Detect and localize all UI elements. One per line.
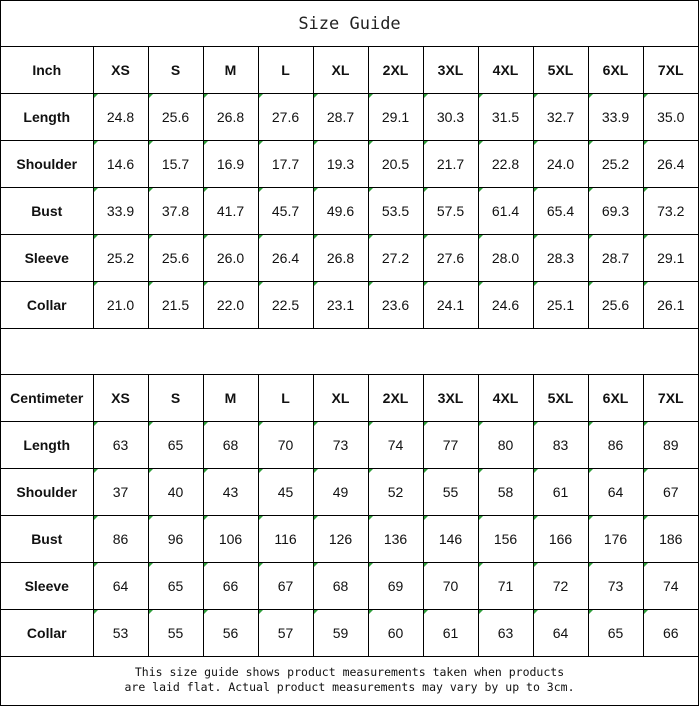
measurement-cell: 28.7 bbox=[313, 94, 368, 141]
measurement-cell: 41.7 bbox=[203, 188, 258, 235]
measurement-cell: 20.5 bbox=[368, 141, 423, 188]
measurement-cell: 70 bbox=[423, 563, 478, 610]
row-label: Sleeve bbox=[1, 563, 93, 610]
measurement-cell: 57 bbox=[258, 610, 313, 657]
measurement-cell: 80 bbox=[478, 422, 533, 469]
measurement-cell: 176 bbox=[588, 516, 643, 563]
table-header-row bbox=[1, 375, 698, 422]
measurement-cell: 126 bbox=[313, 516, 368, 563]
measurement-cell: 49.6 bbox=[313, 188, 368, 235]
size-header-6xl: 6XL bbox=[588, 47, 643, 94]
measurement-cell: 24.0 bbox=[533, 141, 588, 188]
size-header-m: M bbox=[203, 375, 258, 422]
measurement-cell: 55 bbox=[148, 610, 203, 657]
size-header-4xl: 4XL bbox=[478, 375, 533, 422]
measurement-cell: 27.6 bbox=[258, 94, 313, 141]
measurement-cell: 25.6 bbox=[148, 235, 203, 282]
measurement-cell: 146 bbox=[423, 516, 478, 563]
measurement-cell: 25.1 bbox=[533, 282, 588, 329]
measurement-cell: 74 bbox=[643, 563, 698, 610]
measurement-cell: 61.4 bbox=[478, 188, 533, 235]
measurement-cell: 16.9 bbox=[203, 141, 258, 188]
measurement-cell: 55 bbox=[423, 469, 478, 516]
measurement-cell: 71 bbox=[478, 563, 533, 610]
measurement-cell: 86 bbox=[588, 422, 643, 469]
measurement-footnote bbox=[1, 657, 698, 702]
measurement-cell: 32.7 bbox=[533, 94, 588, 141]
measurement-cell: 22.5 bbox=[258, 282, 313, 329]
row-label: Sleeve bbox=[1, 235, 93, 282]
table-row-length bbox=[1, 422, 698, 469]
measurement-cell: 56 bbox=[203, 610, 258, 657]
table-row-shoulder bbox=[1, 469, 698, 516]
measurement-cell: 116 bbox=[258, 516, 313, 563]
size-header-3xl: 3XL bbox=[423, 47, 478, 94]
size-header-xs: XS bbox=[93, 47, 148, 94]
measurement-cell: 37.8 bbox=[148, 188, 203, 235]
measurement-cell: 21.7 bbox=[423, 141, 478, 188]
measurement-cell: 156 bbox=[478, 516, 533, 563]
measurement-cell: 64 bbox=[588, 469, 643, 516]
measurement-cell: 14.6 bbox=[93, 141, 148, 188]
measurement-cell: 61 bbox=[533, 469, 588, 516]
measurement-cell: 43 bbox=[203, 469, 258, 516]
size-header-3xl: 3XL bbox=[423, 375, 478, 422]
measurement-cell: 26.8 bbox=[203, 94, 258, 141]
measurement-cell: 29.1 bbox=[643, 235, 698, 282]
measurement-cell: 27.6 bbox=[423, 235, 478, 282]
row-label: Shoulder bbox=[1, 141, 93, 188]
measurement-cell: 15.7 bbox=[148, 141, 203, 188]
measurement-cell: 45.7 bbox=[258, 188, 313, 235]
measurement-cell: 73.2 bbox=[643, 188, 698, 235]
row-label: Length bbox=[1, 94, 93, 141]
measurement-cell: 66 bbox=[643, 610, 698, 657]
measurement-cell: 77 bbox=[423, 422, 478, 469]
size-header-s: S bbox=[148, 375, 203, 422]
measurement-cell: 86 bbox=[93, 516, 148, 563]
measurement-cell: 136 bbox=[368, 516, 423, 563]
row-label: Collar bbox=[1, 610, 93, 657]
table-row-collar bbox=[1, 282, 698, 329]
table-row-sleeve bbox=[1, 235, 698, 282]
measurement-cell: 25.2 bbox=[93, 235, 148, 282]
measurement-cell: 37 bbox=[93, 469, 148, 516]
size-header-4xl: 4XL bbox=[478, 47, 533, 94]
measurement-cell: 69.3 bbox=[588, 188, 643, 235]
measurement-cell: 31.5 bbox=[478, 94, 533, 141]
measurement-cell: 49 bbox=[313, 469, 368, 516]
inch-size-table bbox=[1, 47, 698, 329]
measurement-cell: 29.1 bbox=[368, 94, 423, 141]
table-row-sleeve bbox=[1, 563, 698, 610]
measurement-cell: 89 bbox=[643, 422, 698, 469]
measurement-cell: 63 bbox=[478, 610, 533, 657]
measurement-cell: 106 bbox=[203, 516, 258, 563]
size-header-l: L bbox=[258, 375, 313, 422]
measurement-cell: 68 bbox=[313, 563, 368, 610]
measurement-cell: 25.6 bbox=[588, 282, 643, 329]
measurement-cell: 61 bbox=[423, 610, 478, 657]
measurement-cell: 25.2 bbox=[588, 141, 643, 188]
measurement-cell: 53 bbox=[93, 610, 148, 657]
size-header-s: S bbox=[148, 47, 203, 94]
measurement-cell: 72 bbox=[533, 563, 588, 610]
measurement-cell: 33.9 bbox=[93, 188, 148, 235]
measurement-cell: 19.3 bbox=[313, 141, 368, 188]
measurement-cell: 53.5 bbox=[368, 188, 423, 235]
measurement-cell: 64 bbox=[533, 610, 588, 657]
measurement-cell: 45 bbox=[258, 469, 313, 516]
size-header-xl: XL bbox=[313, 375, 368, 422]
measurement-cell: 65.4 bbox=[533, 188, 588, 235]
measurement-cell: 68 bbox=[203, 422, 258, 469]
measurement-cell: 24.8 bbox=[93, 94, 148, 141]
measurement-cell: 65 bbox=[148, 563, 203, 610]
measurement-cell: 22.0 bbox=[203, 282, 258, 329]
unit-label: Centimeter bbox=[1, 375, 93, 422]
row-label: Length bbox=[1, 422, 93, 469]
size-header-l: L bbox=[258, 47, 313, 94]
table-row-bust bbox=[1, 188, 698, 235]
measurement-cell: 17.7 bbox=[258, 141, 313, 188]
measurement-cell: 24.6 bbox=[478, 282, 533, 329]
measurement-cell: 65 bbox=[588, 610, 643, 657]
measurement-cell: 30.3 bbox=[423, 94, 478, 141]
measurement-cell: 26.1 bbox=[643, 282, 698, 329]
page-title: Size Guide bbox=[1, 1, 698, 47]
measurement-cell: 66 bbox=[203, 563, 258, 610]
row-label: Bust bbox=[1, 188, 93, 235]
table-spacer bbox=[1, 329, 698, 375]
measurement-cell: 21.5 bbox=[148, 282, 203, 329]
measurement-cell: 67 bbox=[258, 563, 313, 610]
measurement-cell: 59 bbox=[313, 610, 368, 657]
table-row-bust bbox=[1, 516, 698, 563]
measurement-cell: 69 bbox=[368, 563, 423, 610]
row-label: Shoulder bbox=[1, 469, 93, 516]
size-header-2xl: 2XL bbox=[368, 375, 423, 422]
measurement-cell: 40 bbox=[148, 469, 203, 516]
measurement-cell: 57.5 bbox=[423, 188, 478, 235]
measurement-cell: 52 bbox=[368, 469, 423, 516]
measurement-cell: 67 bbox=[643, 469, 698, 516]
measurement-cell: 58 bbox=[478, 469, 533, 516]
measurement-cell: 70 bbox=[258, 422, 313, 469]
size-header-5xl: 5XL bbox=[533, 47, 588, 94]
measurement-cell: 74 bbox=[368, 422, 423, 469]
measurement-cell: 28.3 bbox=[533, 235, 588, 282]
measurement-cell: 23.6 bbox=[368, 282, 423, 329]
size-header-xs: XS bbox=[93, 375, 148, 422]
measurement-cell: 166 bbox=[533, 516, 588, 563]
measurement-cell: 96 bbox=[148, 516, 203, 563]
measurement-cell: 73 bbox=[313, 422, 368, 469]
table-row-shoulder bbox=[1, 141, 698, 188]
measurement-cell: 65 bbox=[148, 422, 203, 469]
measurement-cell: 64 bbox=[93, 563, 148, 610]
measurement-cell: 26.4 bbox=[258, 235, 313, 282]
measurement-cell: 27.2 bbox=[368, 235, 423, 282]
table-header-row bbox=[1, 47, 698, 94]
footnote-line-1: This size guide shows product measurements taken when products bbox=[134, 664, 565, 679]
measurement-cell: 24.1 bbox=[423, 282, 478, 329]
measurement-cell: 28.7 bbox=[588, 235, 643, 282]
row-label: Collar bbox=[1, 282, 93, 329]
measurement-cell: 73 bbox=[588, 563, 643, 610]
measurement-cell: 35.0 bbox=[643, 94, 698, 141]
measurement-cell: 63 bbox=[93, 422, 148, 469]
measurement-cell: 21.0 bbox=[93, 282, 148, 329]
measurement-cell: 26.8 bbox=[313, 235, 368, 282]
size-header-m: M bbox=[203, 47, 258, 94]
centimeter-size-table bbox=[1, 375, 698, 657]
unit-label: Inch bbox=[1, 47, 93, 94]
size-header-6xl: 6XL bbox=[588, 375, 643, 422]
table-row-collar bbox=[1, 610, 698, 657]
size-header-7xl: 7XL bbox=[643, 47, 698, 94]
measurement-cell: 186 bbox=[643, 516, 698, 563]
measurement-cell: 33.9 bbox=[588, 94, 643, 141]
table-row-length bbox=[1, 94, 698, 141]
size-header-xl: XL bbox=[313, 47, 368, 94]
row-label: Bust bbox=[1, 516, 93, 563]
size-header-2xl: 2XL bbox=[368, 47, 423, 94]
footnote-line-2: are laid flat. Actual product measurements may vary by up to 3cm. bbox=[124, 679, 575, 694]
size-header-5xl: 5XL bbox=[533, 375, 588, 422]
size-header-7xl: 7XL bbox=[643, 375, 698, 422]
measurement-cell: 60 bbox=[368, 610, 423, 657]
measurement-cell: 26.0 bbox=[203, 235, 258, 282]
measurement-cell: 83 bbox=[533, 422, 588, 469]
measurement-cell: 23.1 bbox=[313, 282, 368, 329]
measurement-cell: 28.0 bbox=[478, 235, 533, 282]
measurement-cell: 22.8 bbox=[478, 141, 533, 188]
measurement-cell: 26.4 bbox=[643, 141, 698, 188]
measurement-cell: 25.6 bbox=[148, 94, 203, 141]
